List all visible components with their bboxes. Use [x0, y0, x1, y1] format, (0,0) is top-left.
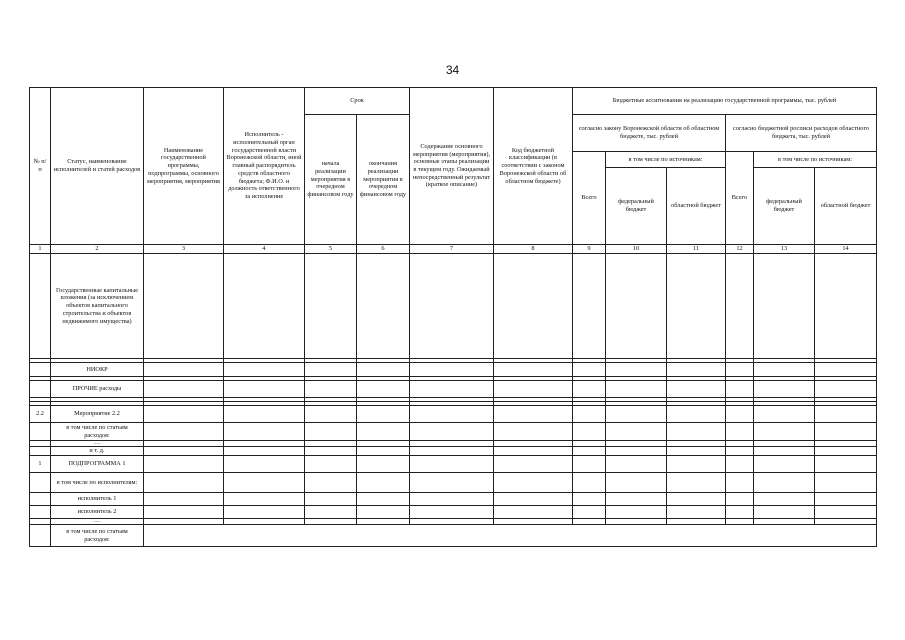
header-col-7: Содержание основного мероприятия (мероприятия), основные этапы реализации в текущем году. Ожидаемый непосредственный результат (краткое описание) [410, 88, 494, 245]
header-by-roster: согласно бюджетной росписи расходов областного бюджета, тыс. рублей [726, 115, 877, 152]
column-number: 8 [494, 245, 573, 254]
table-row [30, 493, 877, 506]
header-col-6: окончания реализации мероприятия в очередном финансовом году [357, 115, 410, 245]
row-label: ...... [51, 519, 144, 525]
column-number: 12 [726, 245, 754, 254]
header-by-law: согласно закону Воронежской области об областном бюджете, тыс. рублей [573, 115, 726, 152]
row-label: ..... [51, 441, 144, 447]
row-label: в том числе по статьям расходов: [51, 525, 144, 547]
header-col-1: № п/п [30, 88, 51, 245]
budget-table [29, 87, 877, 547]
table-row [30, 406, 877, 423]
header-federal-law: федеральный бюджет [606, 168, 667, 245]
table-row [30, 381, 877, 398]
header-col-5: начала реализации мероприятия в очередном финансовом году [305, 115, 357, 245]
row-label: исполнитель 2 [51, 506, 144, 519]
column-number: 13 [754, 245, 815, 254]
column-number: 5 [305, 245, 357, 254]
column-numbers-row [30, 245, 877, 254]
header-col-2: Статус, наименование исполнителей и статей расходов [51, 88, 144, 245]
row-label: в том числе по исполнителям: [51, 473, 144, 493]
row-label: ПРОЧИЕ расходы [51, 381, 144, 398]
row-label: Мероприятие 2.2 [51, 406, 144, 423]
table-row [30, 447, 877, 456]
header-regional-roster: областной бюджет [815, 168, 877, 245]
header-vsego-roster: Всего [726, 152, 754, 245]
column-number: 14 [815, 245, 877, 254]
column-number: 7 [410, 245, 494, 254]
header-regional-law: областной бюджет [667, 168, 726, 245]
header-col-3: Наименование государственной программы, подпрограммы, основного мероприятия, мероприятия [144, 88, 224, 245]
header-vsego-law: Всего [573, 152, 606, 245]
row-label: исполнитель 1 [51, 493, 144, 506]
header-sources-roster: в том числе по источникам: [754, 152, 877, 168]
table-row [30, 254, 877, 359]
column-number: 6 [357, 245, 410, 254]
page-number: 34 [445, 63, 460, 77]
header-sources-law: в том числе по источникам: [606, 152, 726, 168]
column-number: 2 [51, 245, 144, 254]
table-row [30, 473, 877, 493]
row-number: 2.2 [30, 406, 51, 423]
table-row [30, 363, 877, 377]
column-number: 9 [573, 245, 606, 254]
column-number: 4 [224, 245, 305, 254]
row-label: НИОКР [51, 363, 144, 377]
row-label: ПОДПРОГРАММА 1 [51, 456, 144, 473]
header-srok: Срок [305, 88, 410, 115]
row-number: 1 [30, 456, 51, 473]
header-budget: Бюджетные ассигнования на реализацию государственной программы, тыс. рублей [573, 88, 877, 115]
header-col-4: Исполнитель - исполнительный орган государственной власти Воронежской области, иной главный распорядитель средств областного бюджета; Ф.И.О. и должность ответственного за исполнение [224, 88, 305, 245]
row-label: Государственные капитальные вложения (за исключением объектов капитального строительства и объектов недвижимого имущества) [51, 254, 144, 359]
column-number: 11 [667, 245, 726, 254]
table-row [30, 456, 877, 473]
header-col-8: Код бюджетной классификации (в соответствии с законом Воронежской области об областном бюджете) [494, 88, 573, 245]
column-number: 1 [30, 245, 51, 254]
table-row [30, 506, 877, 519]
row-label: и т. д. [51, 447, 144, 456]
column-number: 3 [144, 245, 224, 254]
row-label: в том числе по статьям расходов: [51, 423, 144, 441]
column-number: 10 [606, 245, 667, 254]
table-row [30, 423, 877, 441]
header-federal-roster: федеральный бюджет [754, 168, 815, 245]
table-row [30, 525, 877, 547]
